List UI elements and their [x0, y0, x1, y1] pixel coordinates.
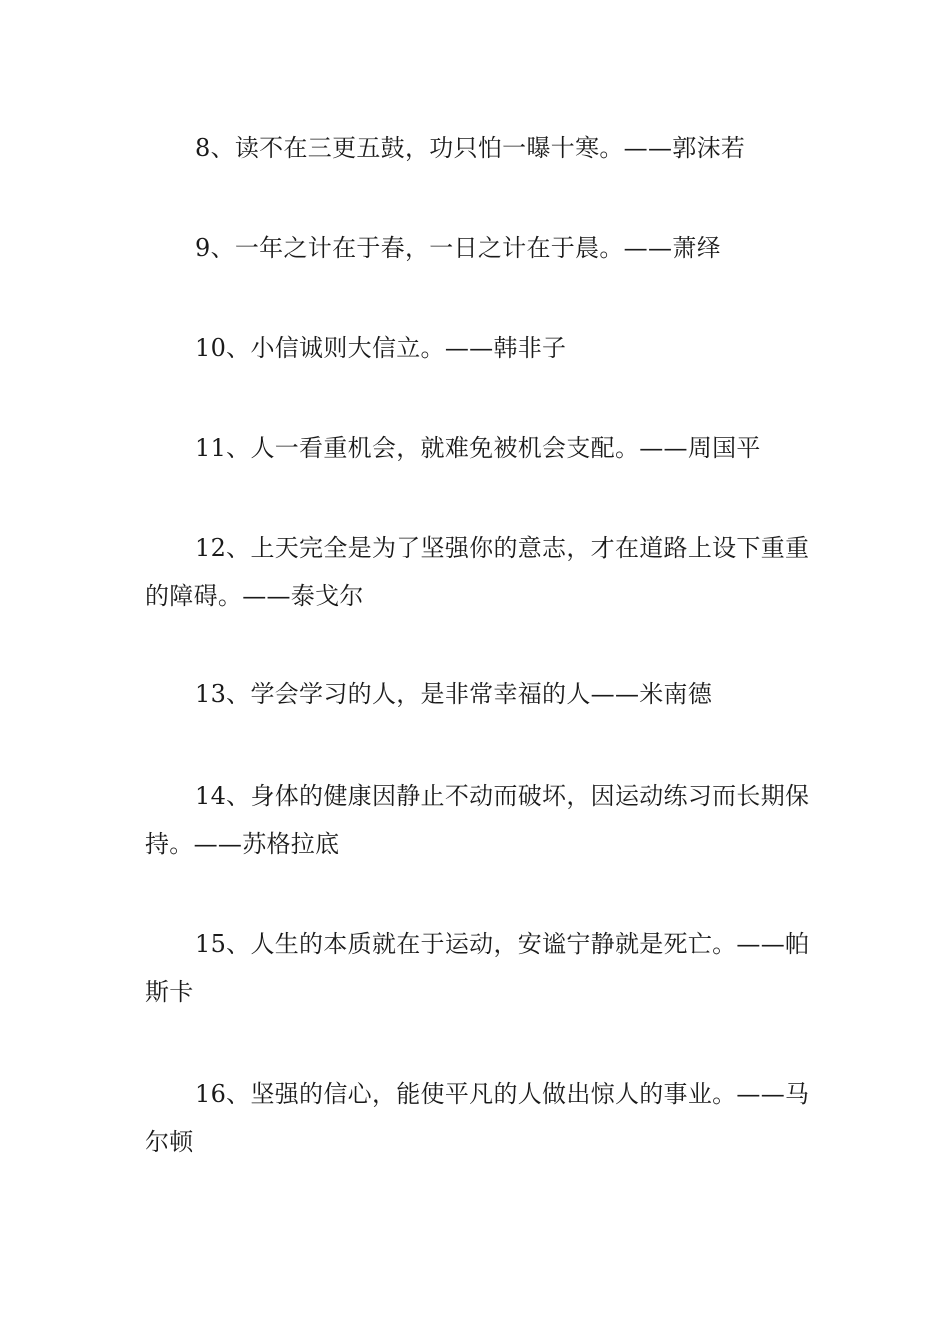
quote-14: 14、身体的健康因静止不动而破坏，因运动练习而长期保持。——苏格拉底: [145, 782, 810, 858]
quote-9: 9、一年之计在于春，一日之计在于晨。——萧绎: [195, 234, 721, 262]
quote-10: 10、小信诚则大信立。——韩非子: [195, 334, 567, 362]
quote-8: 8、读不在三更五鼓，功只怕一曝十寒。——郭沫若: [195, 134, 746, 162]
quote-12: 12、上天完全是为了坚强你的意志，才在道路上设下重重的障碍。——泰戈尔: [145, 534, 810, 610]
quote-11: 11、人一看重机会，就难免被机会支配。——周国平: [195, 434, 761, 462]
quote-15: 15、人生的本质就在于运动，安谧宁静就是死亡。——帕斯卡: [145, 930, 810, 1006]
quote-16: 16、坚强的信心，能使平凡的人做出惊人的事业。——马尔顿: [145, 1080, 810, 1156]
quote-13: 13、学会学习的人，是非常幸福的人——米南德: [195, 680, 713, 708]
